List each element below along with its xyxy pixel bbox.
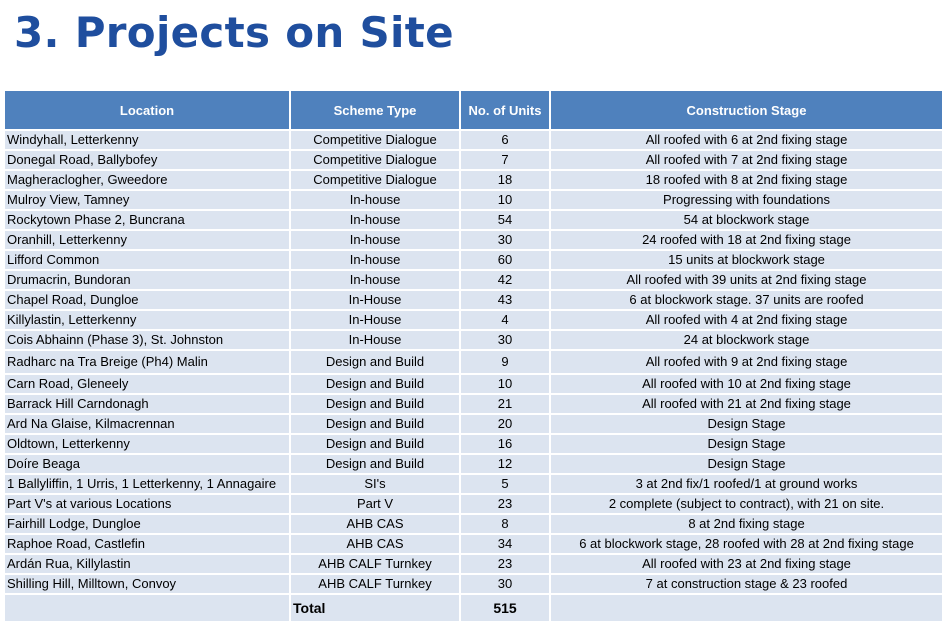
cell-construction-stage: All roofed with 7 at 2nd fixing stage [550,150,942,170]
cell-scheme-type: AHB CALF Turnkey [290,554,460,574]
cell-scheme-type: Part V [290,494,460,514]
table-row [5,434,942,454]
cell-scheme-type: Design and Build [290,394,460,414]
cell-scheme-type: In-house [290,270,460,290]
table-body [5,130,942,622]
cell-scheme-type: Design and Build [290,454,460,474]
total-label: Total [290,594,460,622]
cell-construction-stage: 6 at blockwork stage. 37 units are roofed [550,290,942,310]
cell-location: Rockytown Phase 2, Buncrana [5,210,290,230]
cell-units: 30 [460,574,550,594]
table-row [5,250,942,270]
cell-construction-stage: 6 at blockwork stage, 28 roofed with 28 at 2nd fixing stage [550,534,942,554]
cell-units: 18 [460,170,550,190]
cell-construction-stage: 2 complete (subject to contract), with 21 on site. [550,494,942,514]
header-units: No. of Units [460,91,550,130]
total-value: 515 [460,594,550,622]
cell-units: 43 [460,290,550,310]
table-row [5,290,942,310]
table-row [5,330,942,350]
cell-location: Raphoe Road, Castlefin [5,534,290,554]
cell-location: Drumacrin, Bundoran [5,270,290,290]
cell-units: 23 [460,554,550,574]
table-row [5,514,942,534]
cell-units: 5 [460,474,550,494]
cell-units: 10 [460,374,550,394]
cell-location: Mulroy View, Tamney [5,190,290,210]
cell-units: 30 [460,230,550,250]
cell-location: Killylastin, Letterkenny [5,310,290,330]
cell-scheme-type: Competitive Dialogue [290,150,460,170]
cell-units: 12 [460,454,550,474]
cell-scheme-type: Design and Build [290,350,460,374]
table-row [5,374,942,394]
cell-units: 10 [460,190,550,210]
cell-units: 8 [460,514,550,534]
table-row [5,170,942,190]
cell-construction-stage: Design Stage [550,434,942,454]
cell-location: Shilling Hill, Milltown, Convoy [5,574,290,594]
cell-construction-stage: Design Stage [550,414,942,434]
cell-units: 54 [460,210,550,230]
table-row [5,230,942,250]
cell-location: Radharc na Tra Breige (Ph4) Malin [5,350,290,374]
cell-location: Ard Na Glaise, Kilmacrennan [5,414,290,434]
table-row [5,454,942,474]
cell-location: Ardán Rua, Killylastin [5,554,290,574]
total-spacer [5,594,290,622]
cell-construction-stage: 54 at blockwork stage [550,210,942,230]
cell-location: Barrack Hill Carndonagh [5,394,290,414]
table-row [5,394,942,414]
cell-scheme-type: In-house [290,190,460,210]
header-location: Location [5,91,290,130]
cell-construction-stage: Design Stage [550,454,942,474]
table-row [5,494,942,514]
table-row [5,534,942,554]
cell-scheme-type: In-House [290,330,460,350]
cell-units: 60 [460,250,550,270]
header-scheme-type: Scheme Type [290,91,460,130]
cell-construction-stage: Progressing with foundations [550,190,942,210]
header-row [5,91,942,130]
cell-scheme-type: AHB CALF Turnkey [290,574,460,594]
cell-units: 30 [460,330,550,350]
cell-location: Oranhill, Letterkenny [5,230,290,250]
cell-units: 6 [460,130,550,150]
cell-scheme-type: In-House [290,310,460,330]
cell-scheme-type: Design and Build [290,414,460,434]
cell-location: Doíre Beaga [5,454,290,474]
cell-construction-stage: 24 at blockwork stage [550,330,942,350]
cell-scheme-type: Competitive Dialogue [290,170,460,190]
cell-location: Oldtown, Letterkenny [5,434,290,454]
cell-scheme-type: SI's [290,474,460,494]
cell-units: 9 [460,350,550,374]
table-row [5,554,942,574]
cell-scheme-type: In-house [290,250,460,270]
cell-scheme-type: Design and Build [290,374,460,394]
cell-units: 16 [460,434,550,454]
cell-location: Fairhill Lodge, Dungloe [5,514,290,534]
cell-construction-stage: All roofed with 6 at 2nd fixing stage [550,130,942,150]
header-construction-stage: Construction Stage [550,91,942,130]
cell-scheme-type: In-House [290,290,460,310]
cell-location: Part V's at various Locations [5,494,290,514]
cell-location: Windyhall, Letterkenny [5,130,290,150]
total-row [5,594,942,622]
cell-units: 7 [460,150,550,170]
table-row [5,270,942,290]
cell-scheme-type: AHB CAS [290,534,460,554]
cell-units: 23 [460,494,550,514]
cell-construction-stage: All roofed with 9 at 2nd fixing stage [550,350,942,374]
table-row [5,414,942,434]
table-row [5,190,942,210]
cell-scheme-type: Design and Build [290,434,460,454]
cell-units: 34 [460,534,550,554]
cell-construction-stage: 8 at 2nd fixing stage [550,514,942,534]
table-row [5,130,942,150]
cell-scheme-type: Competitive Dialogue [290,130,460,150]
cell-construction-stage: All roofed with 23 at 2nd fixing stage [550,554,942,574]
cell-construction-stage: 3 at 2nd fix/1 roofed/1 at ground works [550,474,942,494]
cell-units: 4 [460,310,550,330]
cell-units: 42 [460,270,550,290]
cell-units: 21 [460,394,550,414]
cell-units: 20 [460,414,550,434]
cell-construction-stage: All roofed with 21 at 2nd fixing stage [550,394,942,414]
cell-location: Cois Abhainn (Phase 3), St. Johnston [5,330,290,350]
total-empty [550,594,942,622]
cell-construction-stage: 24 roofed with 18 at 2nd fixing stage [550,230,942,250]
page-title: 3. Projects on Site [14,8,454,57]
cell-construction-stage: 7 at construction stage & 23 roofed [550,574,942,594]
cell-scheme-type: AHB CAS [290,514,460,534]
cell-construction-stage: All roofed with 10 at 2nd fixing stage [550,374,942,394]
cell-location: Donegal Road, Ballybofey [5,150,290,170]
table-row [5,574,942,594]
cell-location: Magheraclogher, Gweedore [5,170,290,190]
cell-construction-stage: 15 units at blockwork stage [550,250,942,270]
cell-scheme-type: In-house [290,210,460,230]
cell-scheme-type: In-house [290,230,460,250]
table-row [5,350,942,374]
table-header [5,91,942,130]
projects-table [5,91,942,623]
cell-construction-stage: All roofed with 4 at 2nd fixing stage [550,310,942,330]
cell-construction-stage: All roofed with 39 units at 2nd fixing stage [550,270,942,290]
table-row [5,150,942,170]
cell-location: 1 Ballyliffin, 1 Urris, 1 Letterkenny, 1 Annagaire [5,474,290,494]
cell-location: Lifford Common [5,250,290,270]
table-row [5,310,942,330]
table-row [5,474,942,494]
table-row [5,210,942,230]
cell-location: Carn Road, Gleneely [5,374,290,394]
cell-location: Chapel Road, Dungloe [5,290,290,310]
cell-construction-stage: 18 roofed with 8 at 2nd fixing stage [550,170,942,190]
